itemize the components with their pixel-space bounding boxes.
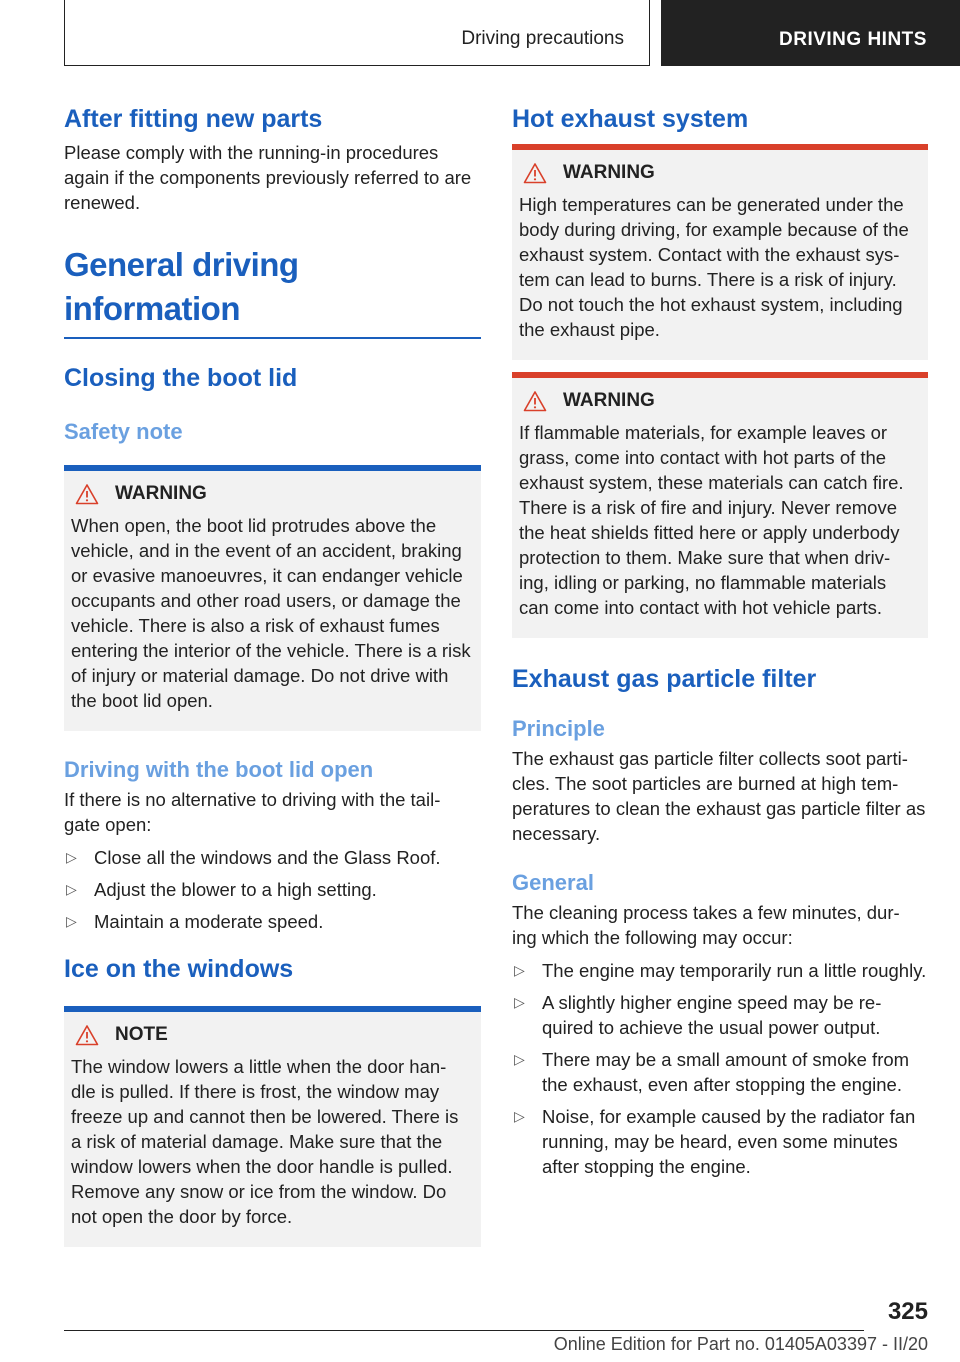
warning-box-title bbox=[519, 160, 920, 186]
left-column bbox=[64, 102, 481, 1247]
note-box-ice bbox=[64, 1006, 481, 1247]
page-header bbox=[0, 0, 960, 66]
triangle-right-bullet-icon: ▷ bbox=[514, 994, 525, 1010]
warning-box-boot bbox=[64, 465, 481, 731]
warning-text: When open, the boot lid protrudes above the vehicle, and in the event of an accident, braking or evasive manoeuvres, it can endanger vehicle occupants and other road users, or damage the vehicle. There is also a risk of exhaust fumes entering the interior of the vehicle. There is a risk of injury or material damage. Do not drive with the boot lid open. bbox=[71, 515, 471, 711]
page-number: 325 bbox=[887, 1298, 928, 1325]
warning-label: WARNING bbox=[563, 390, 655, 411]
list-item: ▷ Maintain a moderate speed. bbox=[66, 911, 324, 932]
driving-boot-open-list bbox=[64, 845, 481, 934]
triangle-right-bullet-icon: ▷ bbox=[514, 1108, 525, 1124]
warning-box-hot bbox=[512, 144, 928, 360]
warning-label: WARNING bbox=[115, 483, 207, 504]
note-label: NOTE bbox=[115, 1024, 168, 1045]
principle-heading: Principle bbox=[512, 716, 605, 741]
after-fitting-heading: After fitting new parts bbox=[64, 105, 323, 133]
note-box-body bbox=[64, 1012, 481, 1247]
warning-box-title bbox=[71, 481, 473, 507]
principle-text: The exhaust gas particle filter collects soot parti- cles. The soot particles are burned at high tem- peratures to clean the exhaust gas particle filter as necessary. bbox=[512, 748, 926, 844]
list-item: ▷ Close all the windows and the Glass Roof. bbox=[66, 847, 441, 868]
triangle-right-bullet-icon: ▷ bbox=[66, 913, 77, 929]
safety-note-heading: Safety note bbox=[64, 419, 183, 444]
right-column bbox=[512, 102, 928, 1186]
warning-triangle-icon bbox=[523, 162, 547, 184]
general-heading: General bbox=[512, 870, 594, 895]
warning-triangle-icon bbox=[523, 390, 547, 412]
warning-box-body bbox=[512, 150, 928, 360]
list-item: ▷ The engine may temporarily run a little roughly. bbox=[514, 960, 927, 981]
warning-box-flammable bbox=[512, 372, 928, 638]
warning-box-body bbox=[512, 378, 928, 638]
footer-divider bbox=[64, 1330, 864, 1331]
header-chapter-title: DRIVING HINTS bbox=[661, 0, 960, 66]
list-item: ▷ Adjust the blower to a high setting. bbox=[66, 879, 377, 900]
footer-edition: Online Edition for Part no. 01405A03397 - II/20 bbox=[553, 1334, 928, 1354]
after-fitting-text: Please comply with the running-in procedures again if the components previously referred to are renewed. bbox=[64, 142, 472, 213]
list-item: ▷ Noise, for example caused by the radiator fan running, may be heard, even some minutes after stopping the engine. bbox=[514, 1106, 916, 1177]
warning-triangle-icon bbox=[75, 483, 99, 505]
warning-text: If flammable materials, for example leaves or grass, come into contact with hot parts of the exhaust system, these materials can catch fire. There is a risk of fire and injury. Never remove the heat shields fitted here or apply underbody protection to them. Make sure that when driv- ing, idling or parking, no flammable materials can come into contact with hot vehicle parts. bbox=[519, 422, 904, 618]
general-text: The cleaning process takes a few minutes, dur- ing which the following may occur: bbox=[512, 902, 900, 948]
triangle-right-bullet-icon: ▷ bbox=[66, 881, 77, 897]
ice-windows-heading: Ice on the windows bbox=[64, 955, 294, 983]
general-driving-heading-wrap bbox=[64, 243, 481, 339]
warning-text: High temperatures can be generated under the body during driving, for example because of the exhaust system. Contact with the exhaust sys- tem can lead to burns. There is a risk of injury. Do not touch the hot exhaust system, including the exhaust pipe. bbox=[519, 194, 909, 340]
warning-box-title bbox=[519, 388, 920, 414]
warning-triangle-icon bbox=[75, 1024, 99, 1046]
warning-label: WARNING bbox=[563, 162, 655, 183]
triangle-right-bullet-icon: ▷ bbox=[66, 849, 77, 865]
general-list bbox=[512, 958, 928, 1179]
triangle-right-bullet-icon: ▷ bbox=[514, 962, 525, 978]
driving-boot-open-text: If there is no alternative to driving with the tail- gate open: bbox=[64, 789, 441, 835]
list-item: ▷ There may be a small amount of smoke from the exhaust, even after stopping the engine. bbox=[514, 1049, 910, 1095]
warning-box-body bbox=[64, 471, 481, 731]
particle-filter-heading: Exhaust gas particle filter bbox=[512, 665, 817, 693]
hot-exhaust-heading: Hot exhaust system bbox=[512, 105, 749, 133]
triangle-right-bullet-icon: ▷ bbox=[514, 1051, 525, 1067]
header-section-title: Driving precautions bbox=[461, 28, 624, 49]
driving-boot-open-heading: Driving with the boot lid open bbox=[64, 757, 374, 782]
note-text: The window lowers a little when the door han- dle is pulled. If there is frost, the window may freeze up and cannot then be lowered. There is a risk of material damage. Make sure that the window lowers when the door handle is pulled. Remove any snow or ice from the window. Do not open the door by force. bbox=[71, 1056, 459, 1227]
closing-boot-heading: Closing the boot lid bbox=[64, 364, 298, 392]
list-item: ▷ A slightly higher engine speed may be re- quired to achieve the usual power output. bbox=[514, 992, 882, 1038]
general-driving-heading: General driving information bbox=[64, 246, 299, 327]
note-box-title bbox=[71, 1022, 473, 1048]
